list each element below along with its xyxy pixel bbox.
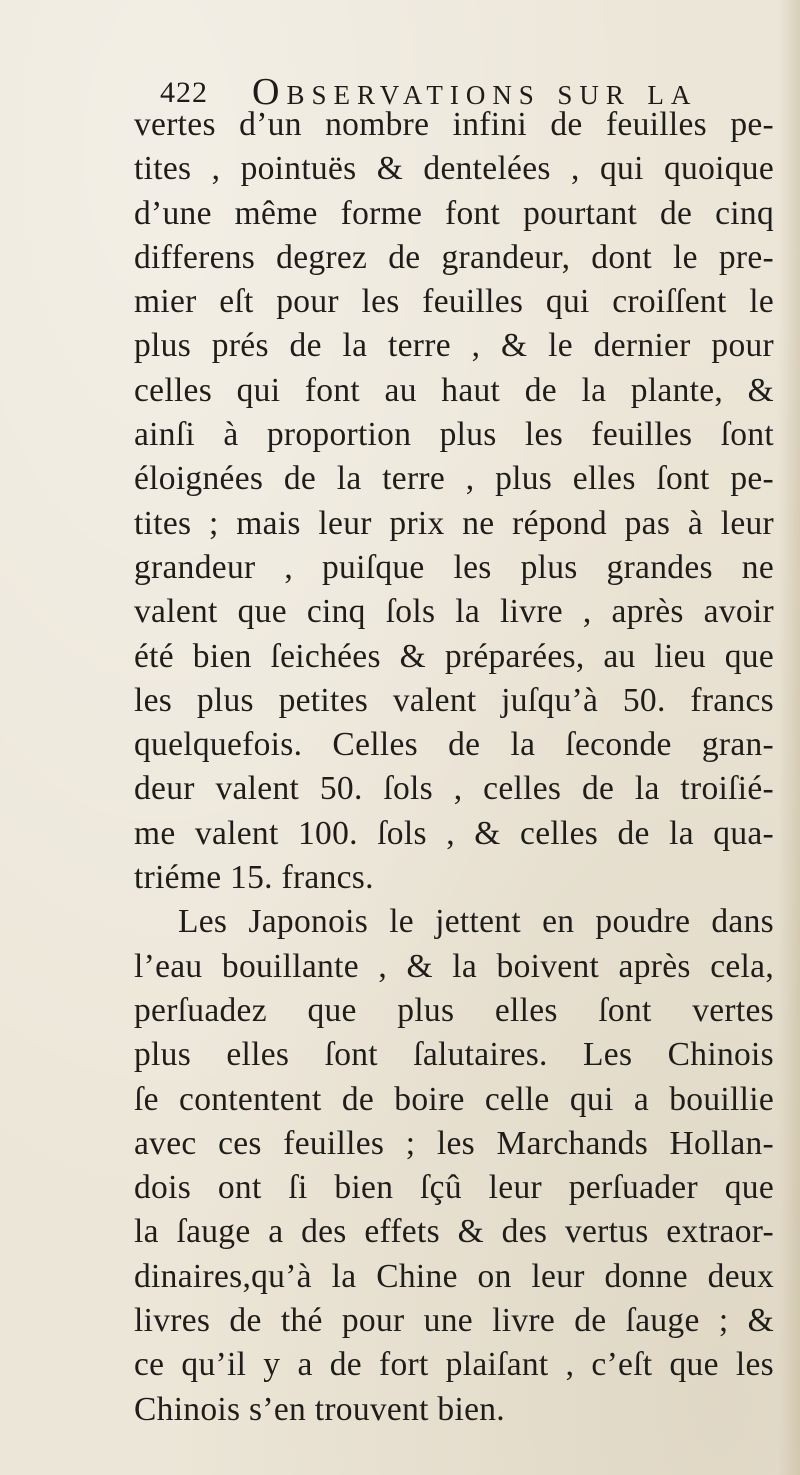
text-line: dinaires,qu’à la Chine on leur donne deux xyxy=(134,1257,774,1295)
text-line: vertes d’un nombre infini de feuilles pe- xyxy=(134,106,774,143)
text-line: livres de thé pour une livre de ſauge ; & xyxy=(134,1302,774,1340)
page-number: 422 xyxy=(160,76,208,109)
text-line: d’une même forme font pourtant de cinq xyxy=(134,194,774,232)
text-line: celles qui font au haut de la plante, & xyxy=(134,371,774,409)
paragraph-end-line: triéme 15. francs. xyxy=(134,859,374,897)
text-line: me valent 100. ſols , & celles de la qua- xyxy=(134,814,774,852)
page-edge-shadow xyxy=(778,0,800,1475)
text-line: grandeur , puiſque les plus grandes ne xyxy=(134,548,774,586)
text-line: dois ont ſi bien ſçû leur perſuader que xyxy=(134,1169,774,1207)
text-line: avec ces feuilles ; les Marchands Hollan- xyxy=(134,1124,774,1162)
text-line: éloignées de la terre , plus elles ſont pe- xyxy=(134,460,774,498)
text-line: mier eſt pour les feuilles qui croiſſent le xyxy=(134,283,774,321)
text-line: valent que cinq ſols la livre , après avoir xyxy=(134,593,774,631)
paragraph-start-line: Les Japonois le jettent en poudre dans xyxy=(178,903,774,941)
text-line: perſuadez que plus elles ſont vertes xyxy=(134,991,774,1029)
text-line: ſe contentent de boire celle qui a bouillie xyxy=(134,1080,774,1118)
text-line: les plus petites valent juſqu’à 50. francs xyxy=(134,681,774,719)
text-line: tites ; mais leur prix ne répond pas à leur xyxy=(134,504,774,542)
text-line: differens degrez de grandeur, dont le pre- xyxy=(134,238,774,276)
text-line: été bien ſeichées & préparées, au lieu que xyxy=(134,637,774,675)
text-line: l’eau bouillante , & la boivent après cela, xyxy=(134,947,774,985)
text-line: ce qu’il y a de fort plaiſant , c’eſt que les xyxy=(134,1346,774,1384)
text-line: tites , pointuës & dentelées , qui quoique xyxy=(134,150,774,188)
text-line: deur valent 50. ſols , celles de la troiſié- xyxy=(134,770,774,808)
text-line: la ſauge a des effets & des vertus extraor- xyxy=(134,1213,774,1251)
paragraph-end-line: Chinois s’en trouvent bien. xyxy=(134,1390,505,1428)
running-title: Observations sur la xyxy=(252,71,698,113)
text-line: quelquefois. Celles de la ſeconde gran- xyxy=(134,726,774,764)
text-line: plus prés de la terre , & le dernier pour xyxy=(134,327,774,365)
body-text xyxy=(134,103,774,1432)
text-line: ainſi à proportion plus les feuilles ſont xyxy=(134,416,774,454)
text-line: plus elles ſont ſalutaires. Les Chinois xyxy=(134,1036,774,1074)
